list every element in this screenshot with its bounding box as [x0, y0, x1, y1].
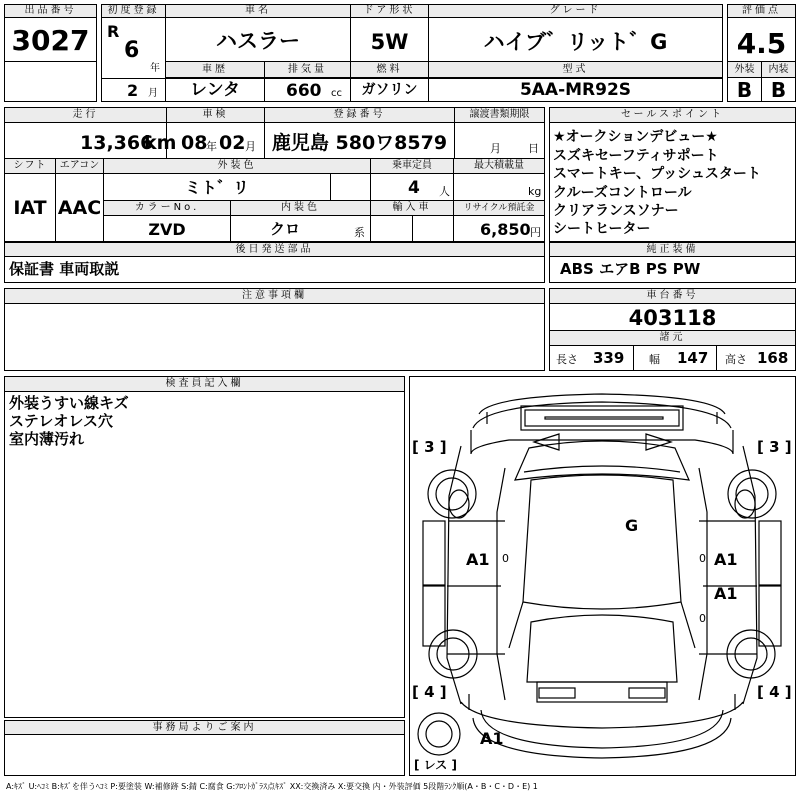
door-marker-right: 0 — [699, 612, 706, 625]
plate-label: 登録番号 — [264, 107, 455, 123]
color-no-label: カラーNo. — [103, 200, 231, 216]
ext-color: ミト゛リ — [184, 178, 249, 197]
specs-label: 諸元 — [549, 330, 796, 346]
fuel-label: 燃料 — [350, 61, 429, 78]
grade: ハイブ゛リット゛G — [483, 30, 668, 54]
mileage-label: 走行 — [4, 107, 167, 123]
ac-label: エアコン — [55, 158, 104, 174]
divider — [716, 345, 717, 371]
capacity: 4 — [408, 178, 420, 198]
year-unit: 年 — [150, 63, 160, 74]
inspection-label: 車検 — [166, 107, 265, 123]
later-parts: 保証書 車両取説 — [9, 260, 120, 278]
length: 339 — [593, 349, 625, 367]
transfer-label: 譲渡書類期限 — [454, 107, 545, 123]
capacity-unit: 人 — [439, 185, 450, 198]
inspector-line: 外装うすい線キズ — [9, 394, 129, 412]
sales-point-item: クリアランスソナー — [553, 203, 679, 219]
transfer-day-unit: 日 — [528, 142, 539, 155]
mark-rear-bumper: A1 — [480, 729, 504, 748]
chassis-number: 403118 — [628, 306, 717, 330]
shift: IAT — [13, 197, 47, 219]
reg-year: 6 — [124, 38, 140, 63]
shift-label: シフト — [4, 158, 56, 174]
int-color: クロ — [269, 220, 300, 238]
first-reg-label: 初度登録 — [101, 4, 166, 18]
sales-point-item: スズキセーフティサポート — [553, 148, 719, 164]
car-diagram — [409, 376, 796, 776]
sales-point-item: シートヒーター — [553, 221, 651, 237]
era: R — [107, 22, 120, 41]
mileage-unit: km — [144, 132, 177, 154]
int-color-label: 内装色 — [230, 200, 371, 216]
aircon: AAC — [57, 197, 102, 219]
genuine-label: 純正装備 — [549, 242, 796, 257]
tire-rear-right: [ 4 ] — [757, 683, 792, 701]
genuine-equipment: ABS エアB PS PW — [560, 260, 701, 278]
legend: A:ｷｽﾞ U:ﾍｺﾐ B:ｷｽﾞを伴うﾍｺﾐ P:要塗装 W:補修跡 S:錆 C:腐食 G:ﾌﾛﾝﾄｶﾞﾗｽ点ｷｽﾞ XX:交換済み X:要交換 内・外装評価 5段階ﾗﾝｸ順(A・B・C・D・E) 1 — [6, 782, 538, 791]
recycle-fee: 6,850 — [480, 220, 531, 239]
history: レンタ — [190, 80, 240, 100]
divider — [101, 78, 723, 79]
car-name: ハスラー — [216, 29, 300, 53]
displacement-unit: cc — [331, 88, 342, 99]
spare-tire: [ レス ] — [414, 758, 457, 772]
mark-roof: G — [625, 516, 639, 535]
inspector-line: ステレオレス穴 — [9, 412, 113, 430]
sales-points-label: セールスポイント — [549, 107, 796, 123]
inspector-label: 検査員記入欄 — [4, 376, 405, 392]
length-label: 長さ — [556, 353, 578, 366]
plate-number: 鹿児島 580ワ8579 — [271, 132, 448, 154]
mileage: 13,366 — [80, 132, 154, 154]
height-label: 高さ — [725, 353, 747, 366]
inspector-line: 室内薄汚れ — [9, 430, 85, 448]
sales-point-item: スマートキー、プッシュスタート — [553, 166, 761, 182]
office-label: 事務局よりご案内 — [4, 720, 405, 735]
inspection-year: 08 — [181, 132, 208, 154]
divider — [633, 345, 634, 371]
lot-number-label: 出品番号 — [4, 4, 97, 18]
tire-rear-left: [ 4 ] — [412, 683, 447, 701]
chassis-label: 車台番号 — [549, 288, 796, 304]
ext-grade: B — [736, 78, 753, 102]
door-type: 5W — [370, 30, 409, 54]
height: 168 — [757, 349, 789, 367]
recycle-unit: 円 — [530, 226, 541, 239]
int-label: 内装 — [761, 61, 796, 78]
inspection-month-unit: 月 — [245, 140, 256, 153]
sales-point-item: ★オークションデビュー★ — [553, 129, 718, 145]
reg-month: 2 — [127, 81, 139, 100]
door-label: ドア形状 — [350, 4, 429, 18]
door-marker-left: 0 — [502, 552, 509, 565]
score: 4.5 — [736, 27, 787, 60]
import-label: 輸入車 — [370, 200, 454, 216]
inspection-year-unit: 年 — [206, 140, 217, 153]
int-color-unit: 系 — [354, 226, 365, 239]
max-load-unit: kg — [528, 185, 542, 198]
divider — [4, 61, 97, 62]
tire-front-left: [ 3 ] — [412, 438, 447, 456]
history-label: 車歴 — [165, 61, 265, 78]
month-unit: 月 — [148, 88, 158, 99]
displacement-label: 排気量 — [264, 61, 351, 78]
lot-number: 3027 — [11, 24, 90, 57]
model-code: 5AA-MR92S — [519, 80, 632, 100]
width-label: 幅 — [649, 353, 660, 366]
recycle-label: リサイクル預託金 — [453, 200, 545, 216]
tire-front-right: [ 3 ] — [757, 438, 792, 456]
score-label: 評価点 — [727, 4, 796, 18]
capacity-label: 乗車定員 — [370, 158, 454, 174]
max-load-label: 最大積載量 — [453, 158, 545, 174]
door-marker-right: 0 — [699, 552, 706, 565]
int-grade: B — [770, 78, 787, 102]
divider — [412, 216, 413, 242]
model-label: 型式 — [428, 61, 723, 78]
ext-label: 外装 — [727, 61, 762, 78]
grade-label: グレード — [428, 4, 723, 18]
car-name-label: 車名 — [165, 4, 351, 18]
transfer-month-unit: 月 — [490, 142, 501, 155]
fuel: ガソリン — [361, 82, 418, 98]
color-number: ZVD — [148, 220, 186, 239]
inspection-month: 02 — [219, 132, 246, 154]
sales-point-item: クルーズコントロール — [553, 185, 692, 201]
ext-color-label: 外装色 — [103, 158, 371, 174]
displacement: 660 — [286, 81, 322, 101]
mark-right-door-front: A1 — [714, 550, 738, 569]
notes-label: 注意事項欄 — [4, 288, 545, 304]
width: 147 — [677, 349, 709, 367]
mark-left-door: A1 — [466, 550, 490, 569]
later-parts-label: 後日発送部品 — [4, 242, 545, 257]
mark-right-door-rear: A1 — [714, 584, 738, 603]
